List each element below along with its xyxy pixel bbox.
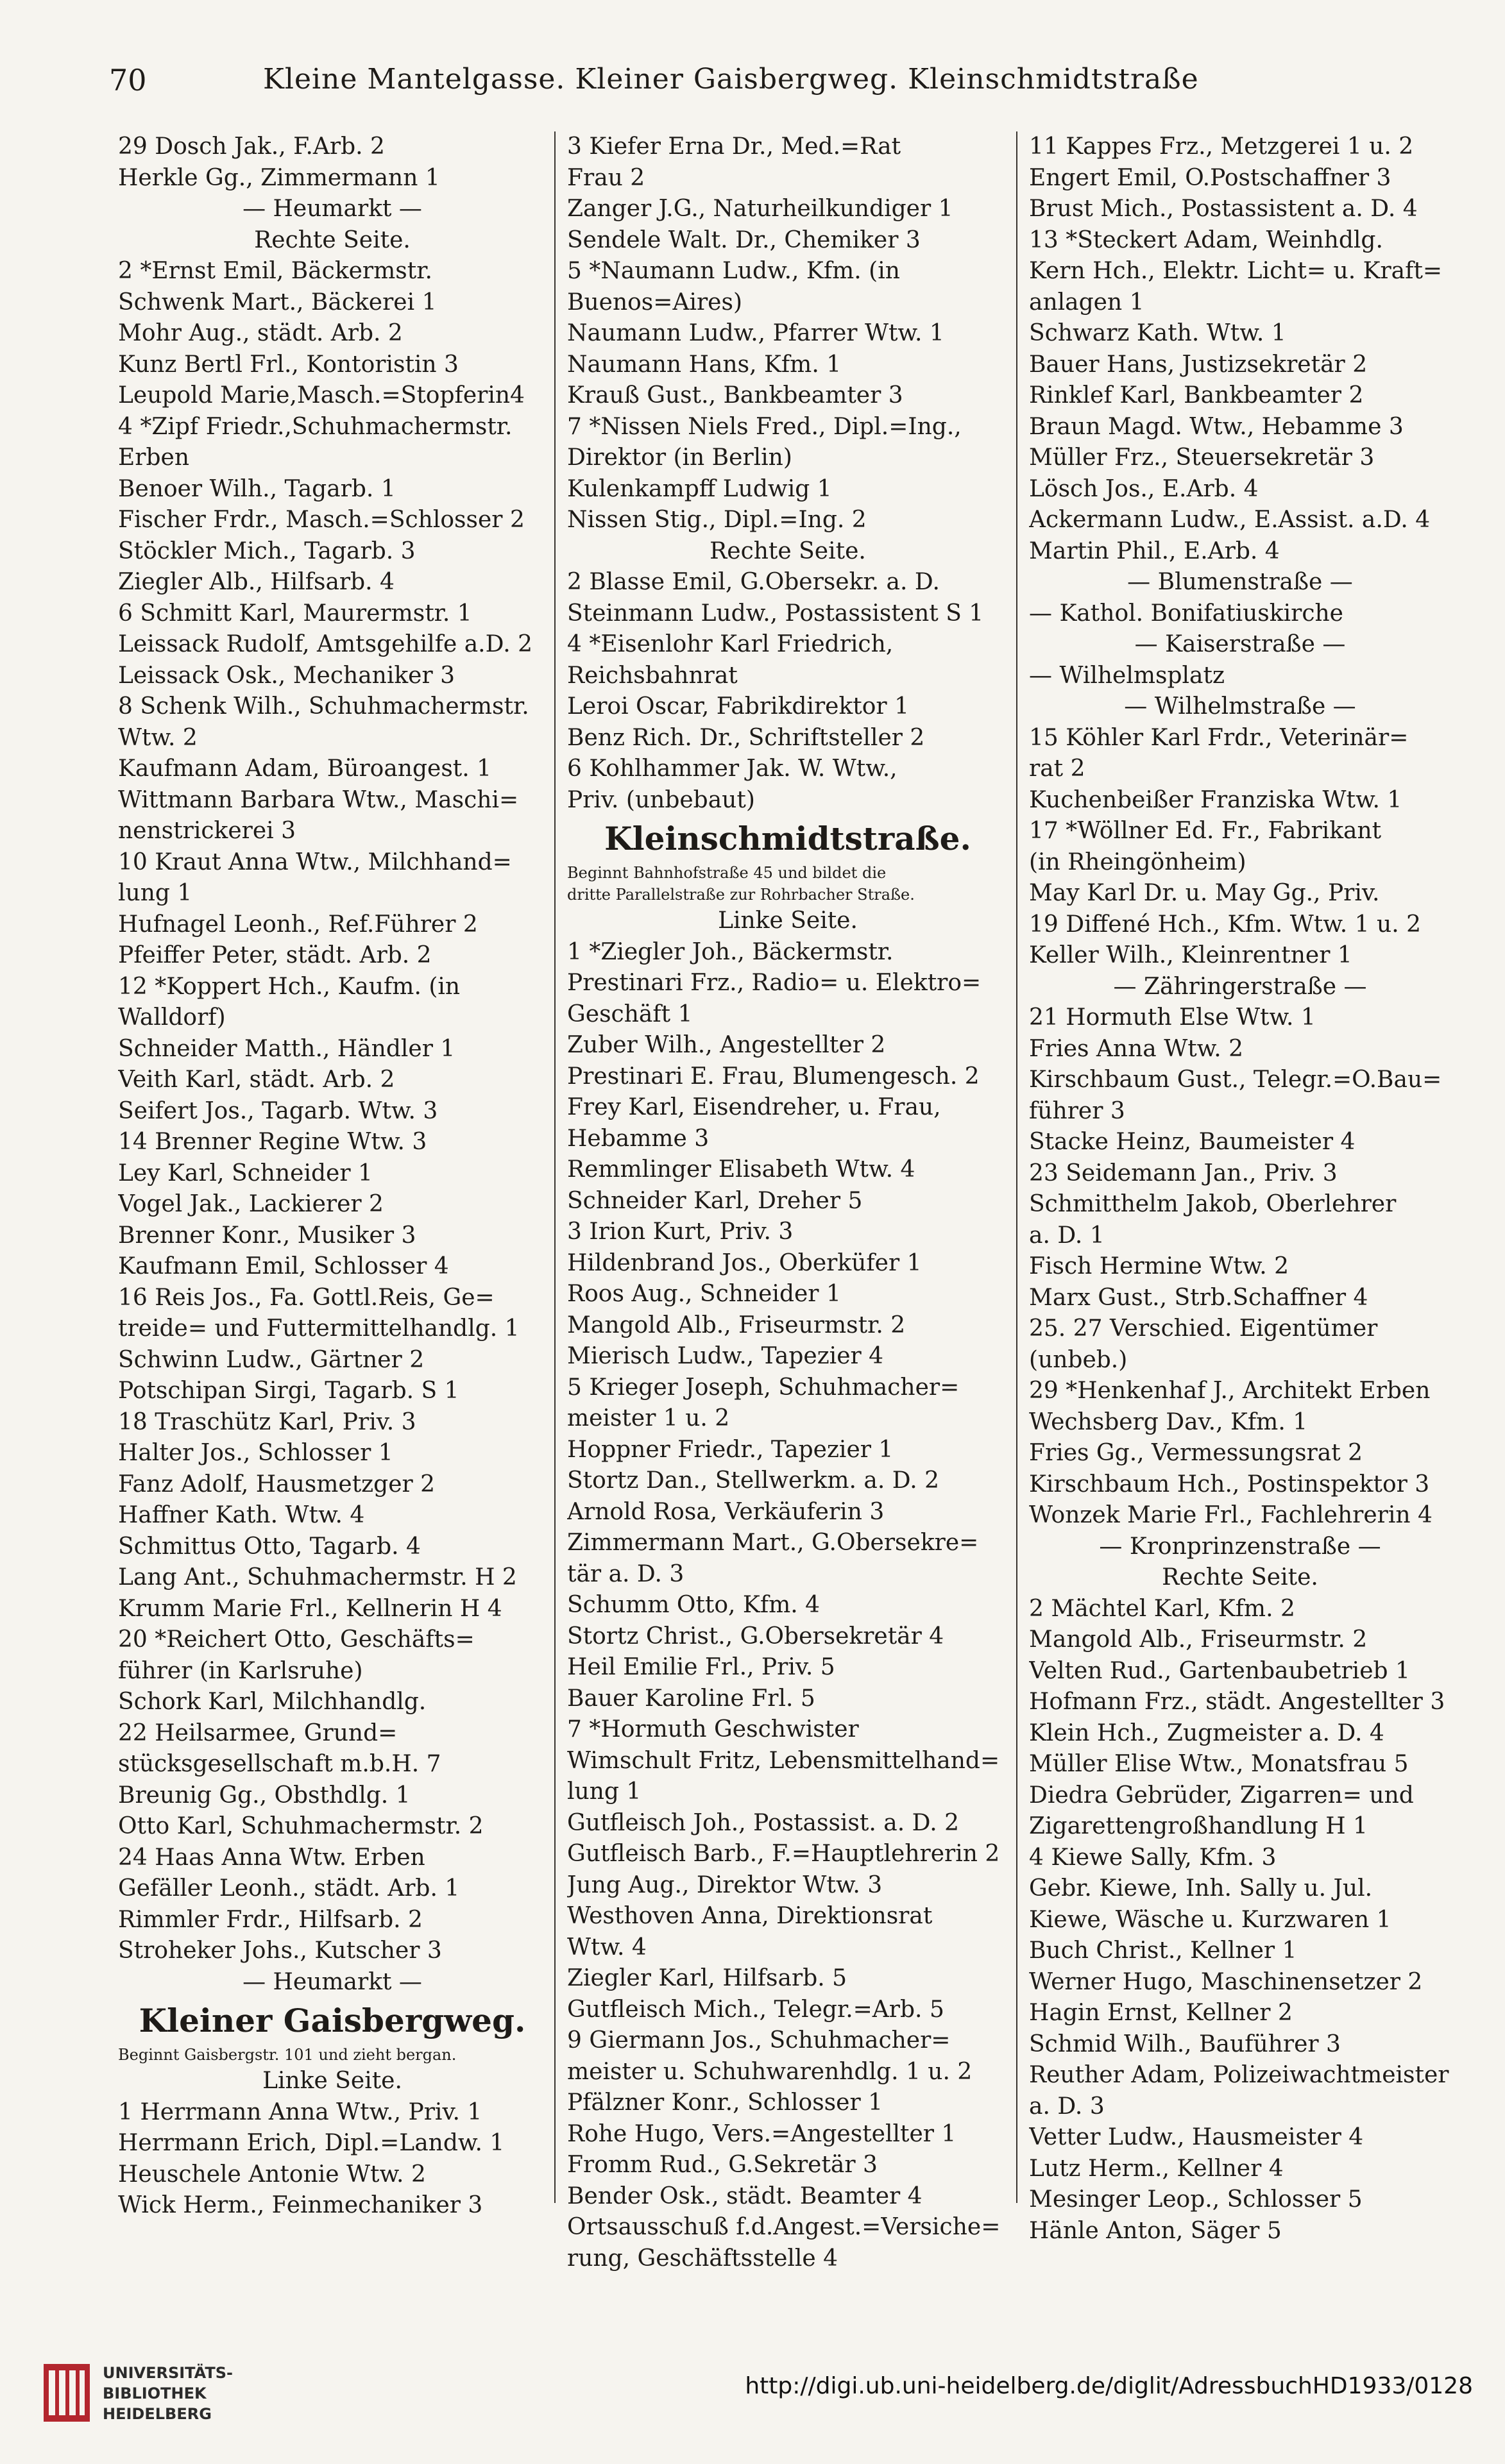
directory-entry: Schwenk Mart., Bäckerei 1 xyxy=(118,289,437,316)
directory-entry: Bender Osk., städt. Beamter 4 xyxy=(567,2182,923,2209)
directory-entry: Hildenbrand Jos., Oberküfer 1 xyxy=(567,1249,922,1276)
directory-entry: 29 *Henkenhaf J., Architekt Erben xyxy=(1029,1378,1431,1404)
directory-entry: nenstrickerei 3 xyxy=(118,818,296,844)
directory-entry: 11 Kappes Frz., Metzgerei 1 u. 2 xyxy=(1029,133,1414,160)
directory-entry: Martin Phil., E.Arb. 4 xyxy=(1029,537,1280,564)
directory-entry: Prestinari E. Frau, Blumengesch. 2 xyxy=(567,1063,980,1090)
directory-entry: Mesinger Leop., Schlosser 5 xyxy=(1029,2186,1363,2213)
directory-entry: 20 *Reichert Otto, Geschäfts= xyxy=(118,1626,475,1653)
directory-entry: Kunz Bertl Frl., Kontoristin 3 xyxy=(118,351,459,378)
directory-entry: — Kaiserstraße — xyxy=(1134,631,1346,657)
directory-entry: 22 Heilsarmee, Grund= xyxy=(118,1719,398,1746)
directory-entry: Hänle Anton, Säger 5 xyxy=(1029,2217,1282,2244)
directory-entry: Kern Hch., Elektr. Licht= u. Kraft= xyxy=(1029,258,1443,284)
directory-entry: Fisch Hermine Wtw. 2 xyxy=(1029,1253,1289,1279)
directory-entry: Rinklef Karl, Bankbeamter 2 xyxy=(1029,382,1364,409)
directory-entry: Hagin Ernst, Kellner 2 xyxy=(1029,2000,1293,2026)
directory-entry: 24 Haas Anna Wtw. Erben xyxy=(118,1844,425,1871)
directory-entry: 18 Traschütz Karl, Priv. 3 xyxy=(118,1408,416,1435)
directory-entry: — Heumarkt — xyxy=(242,1968,422,1995)
directory-entry: — Wilhelmstraße — xyxy=(1124,693,1356,720)
directory-entry: Frey Karl, Eisendreher, u. Frau, xyxy=(567,1094,941,1120)
directory-entry: dritte Parallelstraße zur Rohrbacher Straße. xyxy=(567,886,915,904)
directory-entry: Leupold Marie,Masch.=Stopferin4 xyxy=(118,382,525,409)
directory-entry: Kaufmann Emil, Schlosser 4 xyxy=(118,1253,449,1279)
directory-entry: Schork Karl, Milchhandlg. xyxy=(118,1689,427,1715)
directory-entry: Rechte Seite. xyxy=(254,226,411,253)
directory-entry: 4 *Zipf Friedr.,Schuhmachermstr. xyxy=(118,413,513,440)
directory-entry: Hufnagel Leonh., Ref.Führer 2 xyxy=(118,911,478,938)
directory-entry: 2 Blasse Emil, G.Obersekr. a. D. xyxy=(567,569,940,595)
directory-entry: Direktor (in Berlin) xyxy=(567,444,792,471)
column-left-entries xyxy=(118,131,547,2222)
page-header xyxy=(96,63,1199,114)
directory-entry: treide= und Futtermittelhandlg. 1 xyxy=(118,1315,520,1342)
column-divider-2 xyxy=(1016,131,1017,2203)
directory-entry: Schwarz Kath. Wtw. 1 xyxy=(1029,320,1286,346)
directory-entry: Beginnt Gaisbergstr. 101 und zieht bergan. xyxy=(118,2046,457,2064)
directory-entry: 7 *Nissen Niels Fred., Dipl.=Ing., xyxy=(567,413,962,440)
directory-entry: Gutfleisch Barb., F.=Hauptlehrerin 2 xyxy=(567,1841,1000,1867)
column-middle xyxy=(558,131,1014,2272)
column-divider-1 xyxy=(554,131,556,2203)
directory-entry: Marx Gust., Strb.Schaffner 4 xyxy=(1029,1284,1368,1311)
directory-entry: Stortz Christ., G.Obersekretär 4 xyxy=(567,1623,944,1650)
directory-entry: Schmitthelm Jakob, Oberlehrer xyxy=(1029,1191,1397,1217)
column-middle-entries xyxy=(567,131,1008,2274)
directory-entry: Naumann Ludw., Pfarrer Wtw. 1 xyxy=(567,320,944,346)
directory-entry: Steinmann Ludw., Postassistent S 1 xyxy=(567,600,984,627)
directory-entry: 29 Dosch Jak., F.Arb. 2 xyxy=(118,133,385,160)
directory-entry: Stroheker Johs., Kutscher 3 xyxy=(118,1937,442,1964)
directory-entry: Ziegler Karl, Hilfsarb. 5 xyxy=(567,1965,847,1991)
directory-entry: 19 Diffené Hch., Kfm. Wtw. 1 u. 2 xyxy=(1029,911,1421,938)
directory-entry: Ley Karl, Schneider 1 xyxy=(118,1160,373,1186)
directory-entry: Otto Karl, Schuhmachermstr. 2 xyxy=(118,1813,484,1839)
directory-entry: Leissack Osk., Mechaniker 3 xyxy=(118,662,455,689)
directory-entry: — Zähringerstraße — xyxy=(1113,973,1367,1000)
directory-entry: 2 *Ernst Emil, Bäckermstr. xyxy=(118,258,432,284)
directory-entry: Kirschbaum Gust., Telegr.=O.Bau= xyxy=(1029,1067,1442,1093)
directory-entry: Lösch Jos., E.Arb. 4 xyxy=(1029,475,1259,502)
directory-entry: Reichsbahnrat xyxy=(567,662,738,689)
directory-entry: anlagen 1 xyxy=(1029,289,1144,316)
directory-entry: Mierisch Ludw., Tapezier 4 xyxy=(567,1343,884,1369)
page-footer xyxy=(0,2283,1505,2464)
directory-entry: Herrmann Erich, Dipl.=Landw. 1 xyxy=(118,2130,505,2156)
directory-entry: lung 1 xyxy=(567,1778,642,1805)
directory-entry: 5 Krieger Joseph, Schuhmacher= xyxy=(567,1374,960,1401)
directory-entry: Werner Hugo, Maschinensetzer 2 xyxy=(1029,1968,1423,1995)
directory-entry: Buch Christ., Kellner 1 xyxy=(1029,1937,1297,1964)
directory-entry: Gebr. Kiewe, Inh. Sally u. Jul. xyxy=(1029,1875,1373,1902)
directory-entry: Westhoven Anna, Direktionsrat xyxy=(567,1903,933,1929)
directory-entry: Fischer Frdr., Masch.=Schlosser 2 xyxy=(118,507,525,533)
directory-entry: Schmid Wilh., Bauführer 3 xyxy=(1029,2030,1341,2057)
directory-entry: 21 Hormuth Else Wtw. 1 xyxy=(1029,1004,1316,1031)
directory-entry: 4 Kiewe Sally, Kfm. 3 xyxy=(1029,1844,1277,1871)
directory-entry: Erben xyxy=(118,444,190,471)
directory-entry: Mangold Alb., Friseurmstr. 2 xyxy=(1029,1626,1368,1653)
directory-entry: Krauß Gust., Bankbeamter 3 xyxy=(567,382,903,409)
directory-entry: 6 Schmitt Karl, Maurermstr. 1 xyxy=(118,600,472,627)
directory-entry: 25. 27 Verschied. Eigentümer xyxy=(1029,1315,1378,1342)
directory-entry: Krumm Marie Frl., Kellnerin H 4 xyxy=(118,1595,502,1622)
directory-entry: Zimmermann Mart., G.Obersekre= xyxy=(567,1530,979,1556)
directory-entry: — Heumarkt — xyxy=(242,196,422,222)
directory-entry: Wtw. 2 xyxy=(118,724,198,751)
directory-entry: Beginnt Bahnhofstraße 45 und bildet die xyxy=(567,864,887,882)
directory-entry: Kaufmann Adam, Büroangest. 1 xyxy=(118,755,492,782)
directory-entry: Wittmann Barbara Wtw., Maschi= xyxy=(118,786,519,813)
directory-entry: Zigarettengroßhandlung H 1 xyxy=(1029,1813,1368,1839)
directory-entry: stücksgesellschaft m.b.H. 7 xyxy=(118,1751,441,1777)
directory-entry: Remmlinger Elisabeth Wtw. 4 xyxy=(567,1156,915,1183)
directory-entry: Schneider Matth., Händler 1 xyxy=(118,1035,455,1062)
directory-entry: 13 *Steckert Adam, Weinhdlg. xyxy=(1029,226,1383,253)
directory-entry: Buenos=Aires) xyxy=(567,289,742,316)
directory-entry: Frau 2 xyxy=(567,164,645,191)
directory-entry: 6 Kohlhammer Jak. W. Wtw., xyxy=(567,755,897,782)
directory-entry: Priv. (unbebaut) xyxy=(567,786,755,813)
library-name-line: HEIDELBERG xyxy=(103,2405,212,2423)
column-left xyxy=(109,131,552,2218)
directory-entry: Wtw. 4 xyxy=(567,1934,647,1961)
directory-entry: — Kronprinzenstraße — xyxy=(1099,1533,1381,1560)
library-logo-icon xyxy=(44,2364,90,2422)
directory-entry: Ziegler Alb., Hilfsarb. 4 xyxy=(118,569,395,595)
directory-entry: Wonzek Marie Frl., Fachlehrerin 4 xyxy=(1029,1502,1433,1528)
directory-entry: Reuther Adam, Polizeiwachtmeister xyxy=(1029,2062,1449,2088)
directory-entry: Leroi Oscar, Fabrikdirektor 1 xyxy=(567,693,909,720)
directory-entry: Prestinari Frz., Radio= u. Elektro= xyxy=(567,970,982,996)
directory-entry: Linke Seite. xyxy=(718,907,858,934)
directory-entry: Fanz Adolf, Hausmetzger 2 xyxy=(118,1471,436,1498)
directory-entry: Gefäller Leonh., städt. Arb. 1 xyxy=(118,1875,460,1902)
directory-entry: Heil Emilie Frl., Priv. 5 xyxy=(567,1654,835,1680)
library-name-line: UNIVERSITÄTS- xyxy=(103,2364,234,2382)
directory-entry: Leissack Rudolf, Amtsgehilfe a.D. 2 xyxy=(118,631,532,657)
directory-entry: Schmittus Otto, Tagarb. 4 xyxy=(118,1533,421,1560)
directory-entry: Müller Frz., Steuersekretär 3 xyxy=(1029,444,1375,471)
directory-entry: Ortsausschuß f.d.Angest.=Versiche= xyxy=(567,2214,1001,2240)
directory-entry: Müller Elise Wtw., Monatsfrau 5 xyxy=(1029,1751,1409,1777)
directory-entry: 9 Giermann Jos., Schuhmacher= xyxy=(567,2027,951,2054)
directory-entry: Kiewe, Wäsche u. Kurzwaren 1 xyxy=(1029,1906,1391,1933)
directory-entry: Brust Mich., Postassistent a. D. 4 xyxy=(1029,196,1418,222)
directory-entry: Halter Jos., Schlosser 1 xyxy=(118,1440,393,1466)
directory-entry: Arnold Rosa, Verkäuferin 3 xyxy=(567,1498,885,1525)
directory-entry: Schwinn Ludw., Gärtner 2 xyxy=(118,1346,425,1373)
directory-entry: Walldorf) xyxy=(118,1004,226,1031)
page-number: 70 xyxy=(109,63,147,97)
street-heading: Kleiner Gaisbergweg. xyxy=(139,2002,526,2039)
directory-columns xyxy=(109,131,1450,2272)
directory-entry: Velten Rud., Gartenbaubetrieb 1 xyxy=(1029,1657,1410,1684)
directory-entry: Vetter Ludw., Hausmeister 4 xyxy=(1029,2124,1364,2150)
directory-entry: Wick Herm., Feinmechaniker 3 xyxy=(118,2192,483,2218)
directory-entry: 14 Brenner Regine Wtw. 3 xyxy=(118,1129,427,1155)
directory-entry: 10 Kraut Anna Wtw., Milchhand= xyxy=(118,848,512,875)
source-url-link[interactable]: http://digi.ub.uni-heidelberg.de/diglit/AdressbuchHD1933/0128 xyxy=(745,2373,1473,2399)
directory-entry: 3 Kiefer Erna Dr., Med.=Rat xyxy=(567,133,901,160)
directory-entry: — Wilhelmsplatz xyxy=(1029,662,1225,689)
directory-entry: Engert Emil, O.Postschaffner 3 xyxy=(1029,164,1391,191)
directory-entry: Pfeiffer Peter, städt. Arb. 2 xyxy=(118,942,432,968)
directory-entry: 5 *Naumann Ludw., Kfm. (in xyxy=(567,258,900,284)
directory-entry: Heuschele Antonie Wtw. 2 xyxy=(118,2161,426,2188)
directory-entry: Keller Wilh., Kleinrentner 1 xyxy=(1029,942,1352,968)
directory-entry: Schumm Otto, Kfm. 4 xyxy=(567,1592,821,1618)
directory-entry: 7 *Hormuth Geschwister xyxy=(567,1716,859,1743)
directory-entry: Bauer Karoline Frl. 5 xyxy=(567,1685,815,1712)
directory-entry: a. D. 3 xyxy=(1029,2093,1105,2120)
directory-entry: lung 1 xyxy=(118,880,192,906)
directory-entry: 2 Mächtel Karl, Kfm. 2 xyxy=(1029,1595,1295,1622)
directory-entry: Mangold Alb., Friseurmstr. 2 xyxy=(567,1312,906,1338)
directory-entry: Naumann Hans, Kfm. 1 xyxy=(567,351,842,378)
directory-entry: Hofmann Frz., städt. Angestellter 3 xyxy=(1029,1689,1445,1715)
directory-entry: Roos Aug., Schneider 1 xyxy=(567,1281,841,1307)
directory-entry: Nissen Stig., Dipl.=Ing. 2 xyxy=(567,507,867,533)
directory-entry: Veith Karl, städt. Arb. 2 xyxy=(118,1067,395,1093)
directory-entry: Schneider Karl, Dreher 5 xyxy=(567,1187,863,1214)
directory-entry: Linke Seite. xyxy=(262,2068,402,2094)
directory-entry: Rimmler Frdr., Hilfsarb. 2 xyxy=(118,1906,423,1933)
directory-entry: Hebamme 3 xyxy=(567,1125,710,1152)
directory-entry: meister 1 u. 2 xyxy=(567,1405,730,1431)
directory-entry: 4 *Eisenlohr Karl Friedrich, xyxy=(567,631,894,657)
directory-entry: Ackermann Ludw., E.Assist. a.D. 4 xyxy=(1029,507,1431,533)
directory-entry: Herkle Gg., Zimmermann 1 xyxy=(118,164,440,191)
directory-entry: Hoppner Friedr., Tapezier 1 xyxy=(567,1436,894,1463)
library-name-line: BIBLIOTHEK xyxy=(103,2384,207,2402)
directory-entry: Benoer Wilh., Tagarb. 1 xyxy=(118,475,396,502)
library-name xyxy=(103,2363,233,2424)
directory-entry: Lutz Herm., Kellner 4 xyxy=(1029,2155,1284,2182)
directory-entry: Pfälzner Konr., Schlosser 1 xyxy=(567,2089,883,2116)
directory-entry: Rechte Seite. xyxy=(710,537,866,564)
directory-entry: 1 *Ziegler Joh., Bäckermstr. xyxy=(567,938,894,965)
column-right xyxy=(1020,131,1456,2244)
street-heading: Kleinschmidtstraße. xyxy=(604,820,971,857)
directory-entry: Zanger J.G., Naturheilkundiger 1 xyxy=(567,196,953,222)
directory-entry: Jung Aug., Direktor Wtw. 3 xyxy=(567,1871,883,1898)
directory-entry: Breunig Gg., Obsthdlg. 1 xyxy=(118,1782,411,1809)
directory-entry: May Karl Dr. u. May Gg., Priv. xyxy=(1029,880,1380,906)
directory-entry: Kulenkampff Ludwig 1 xyxy=(567,475,832,502)
directory-entry: Bauer Hans, Justizsekretär 2 xyxy=(1029,351,1368,378)
directory-entry: Klein Hch., Zugmeister a. D. 4 xyxy=(1029,1719,1384,1746)
directory-entry: Stöckler Mich., Tagarb. 3 xyxy=(118,537,416,564)
directory-entry: — Kathol. Bonifatiuskirche xyxy=(1029,600,1343,627)
directory-entry: Stacke Heinz, Baumeister 4 xyxy=(1029,1129,1356,1155)
directory-entry: Rohe Hugo, Vers.=Angestellter 1 xyxy=(567,2120,957,2147)
directory-entry: Gutfleisch Joh., Postassist. a. D. 2 xyxy=(567,1809,959,1836)
directory-entry: — Blumenstraße — xyxy=(1127,569,1353,595)
directory-entry: tär a. D. 3 xyxy=(567,1560,684,1587)
directory-entry: Seifert Jos., Tagarb. Wtw. 3 xyxy=(118,1097,438,1124)
directory-entry: meister u. Schuhwarenhdlg. 1 u. 2 xyxy=(567,2058,973,2085)
directory-entry: 17 *Wöllner Ed. Fr., Fabrikant xyxy=(1029,818,1382,844)
directory-entry: Diedra Gebrüder, Zigarren= und xyxy=(1029,1782,1414,1809)
directory-entry: Mohr Aug., städt. Arb. 2 xyxy=(118,320,403,346)
directory-entry: Brenner Konr., Musiker 3 xyxy=(118,1222,416,1249)
directory-entry: Fries Anna Wtw. 2 xyxy=(1029,1035,1244,1062)
directory-entry: (in Rheingönheim) xyxy=(1029,848,1246,875)
directory-entry: 15 Köhler Karl Frdr., Veterinär= xyxy=(1029,724,1409,751)
directory-entry: Fries Gg., Vermessungsrat 2 xyxy=(1029,1440,1363,1466)
directory-entry: (unbeb.) xyxy=(1029,1346,1128,1373)
directory-entry: 23 Seidemann Jan., Priv. 3 xyxy=(1029,1160,1338,1186)
directory-entry: 3 Irion Kurt, Priv. 3 xyxy=(567,1219,794,1245)
directory-entry: Wechsberg Dav., Kfm. 1 xyxy=(1029,1408,1308,1435)
directory-entry: Sendele Walt. Dr., Chemiker 3 xyxy=(567,226,921,253)
directory-entry: führer 3 xyxy=(1029,1097,1125,1124)
directory-entry: rat 2 xyxy=(1029,755,1085,782)
directory-entry: führer (in Karlsruhe) xyxy=(118,1657,363,1684)
page-title: Kleine Mantelgasse. Kleiner Gaisbergweg. Kleinschmidtstraße xyxy=(263,63,1199,96)
directory-entry: Braun Magd. Wtw., Hebamme 3 xyxy=(1029,413,1404,440)
directory-entry: Zuber Wilh., Angestellter 2 xyxy=(567,1032,886,1058)
directory-entry: Rechte Seite. xyxy=(1162,1564,1318,1591)
directory-entry: Kuchenbeißer Franziska Wtw. 1 xyxy=(1029,786,1402,813)
directory-entry: Lang Ant., Schuhmachermstr. H 2 xyxy=(118,1564,517,1591)
directory-entry: Fromm Rud., G.Sekretär 3 xyxy=(567,2152,878,2178)
directory-entry: Potschipan Sirgi, Tagarb. S 1 xyxy=(118,1378,459,1404)
directory-entry: Benz Rich. Dr., Schriftsteller 2 xyxy=(567,724,925,751)
directory-entry: Gutfleisch Mich., Telegr.=Arb. 5 xyxy=(567,1996,944,2023)
directory-entry: 12 *Koppert Hch., Kaufm. (in xyxy=(118,973,461,1000)
directory-entry: Geschäft 1 xyxy=(567,1000,693,1027)
directory-entry: Kirschbaum Hch., Postinspektor 3 xyxy=(1029,1471,1430,1498)
directory-entry: Stortz Dan., Stellwerkm. a. D. 2 xyxy=(567,1467,940,1494)
directory-entry: Vogel Jak., Lackierer 2 xyxy=(118,1191,384,1217)
directory-entry: Haffner Kath. Wtw. 4 xyxy=(118,1502,365,1528)
directory-entry: 1 Herrmann Anna Wtw., Priv. 1 xyxy=(118,2098,482,2125)
column-right-entries xyxy=(1029,131,1451,2247)
directory-entry: 8 Schenk Wilh., Schuhmachermstr. xyxy=(118,693,529,720)
directory-entry: 16 Reis Jos., Fa. Gottl.Reis, Ge= xyxy=(118,1284,495,1311)
directory-entry: Wimschult Fritz, Lebensmittelhand= xyxy=(567,1747,1000,1774)
directory-entry: a. D. 1 xyxy=(1029,1222,1105,1249)
directory-entry: rung, Geschäftsstelle 4 xyxy=(567,2245,838,2272)
